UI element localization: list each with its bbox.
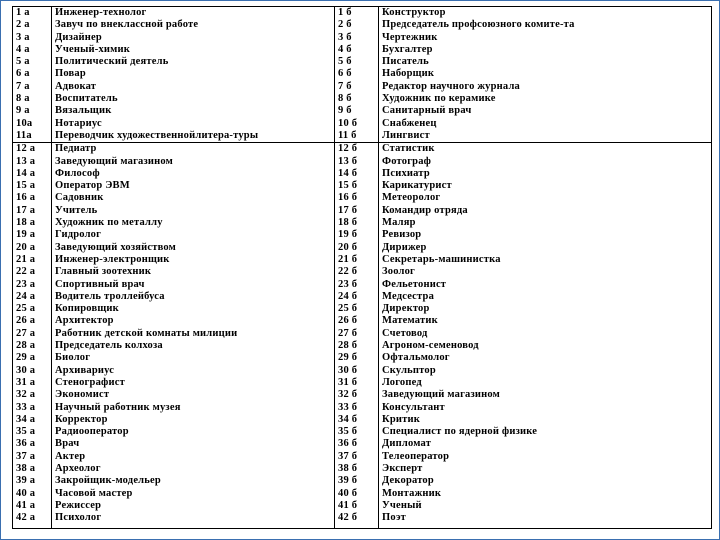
profession-name: Заведующий магазином	[382, 389, 501, 401]
profession-name: Конструктор	[382, 7, 446, 18]
item-code: 41 б	[338, 499, 358, 511]
profession-name: Биолог	[55, 352, 91, 364]
profession-name: Учитель	[55, 204, 98, 216]
item-code: 12 б	[338, 143, 358, 155]
item-code: 15 а	[16, 180, 36, 192]
item-code: 32 б	[338, 389, 358, 401]
item-code: 7 б	[338, 80, 352, 92]
right-code-cell	[335, 143, 379, 529]
item-code: 39 а	[16, 475, 36, 487]
profession-name: Водитель троллейбуса	[55, 290, 165, 302]
profession-name: Экономист	[55, 389, 110, 401]
item-code: 25 б	[338, 303, 358, 315]
profession-name: Директор	[382, 303, 430, 315]
profession-name: Переводчик художественнойлитера-туры	[55, 129, 259, 141]
profession-name: Командир отряда	[382, 204, 468, 216]
profession-name: Поэт	[382, 512, 407, 524]
profession-name: Математик	[382, 315, 438, 327]
item-code: 36 б	[338, 438, 358, 450]
profession-name: Редактор научного журнала	[382, 80, 520, 92]
item-code: 11а	[16, 129, 32, 141]
profession-name: Повар	[55, 68, 86, 80]
profession-name: Нотариус	[55, 117, 102, 129]
profession-name: Метеоролог	[382, 192, 441, 204]
profession-name: Лингвист	[382, 129, 430, 141]
item-code: 27 а	[16, 327, 36, 339]
profession-name: Садовник	[55, 192, 104, 204]
item-code: 20 б	[338, 241, 358, 253]
item-code: 31 б	[338, 376, 358, 388]
profession-name: Главный зоотехник	[55, 266, 152, 278]
profession-name: Работник детской комнаты милиции	[55, 327, 238, 339]
profession-name: Председатель профсоюзного комите-та	[382, 19, 575, 31]
profession-name: Эксперт	[382, 462, 423, 474]
item-code: 21 а	[16, 253, 36, 265]
profession-name: Санитарный врач	[382, 105, 472, 117]
left-code-cell	[13, 7, 52, 143]
item-code: 1 а	[16, 7, 30, 18]
profession-name: Бухгалтер	[382, 43, 433, 55]
item-code: 19 а	[16, 229, 36, 241]
profession-name: Закройщик-модельер	[55, 475, 161, 487]
right-profession-cell	[379, 143, 712, 529]
item-code: 3 а	[16, 31, 30, 43]
profession-name: Дипломат	[382, 438, 432, 450]
item-code: 22 а	[16, 266, 36, 278]
item-code: 37 б	[338, 450, 358, 462]
item-code: 10а	[16, 117, 33, 129]
profession-name: Монтажник	[382, 487, 442, 499]
profession-name: Ученый-химик	[55, 43, 131, 55]
profession-name: Научный работник музея	[55, 401, 181, 413]
item-code: 4 б	[338, 43, 352, 55]
profession-name: Оператор ЭВМ	[55, 180, 130, 192]
item-code: 35 б	[338, 426, 358, 438]
item-code: 29 а	[16, 352, 36, 364]
item-code: 29 б	[338, 352, 358, 364]
item-code: 28 б	[338, 340, 358, 352]
profession-name: Снабженец	[382, 117, 437, 129]
item-code: 38 б	[338, 462, 358, 474]
item-code: 33 а	[16, 401, 36, 413]
item-code: 40 б	[338, 487, 358, 499]
profession-name: Дирижер	[382, 241, 427, 253]
item-code: 41 а	[16, 499, 36, 511]
item-code: 17 а	[16, 204, 36, 216]
item-code: 9 а	[16, 105, 30, 117]
item-code: 10 б	[338, 117, 358, 129]
profession-name: Счетовод	[382, 327, 428, 339]
item-code: 8 а	[16, 93, 30, 105]
item-code: 39 б	[338, 475, 358, 487]
profession-name: Чертежник	[382, 31, 438, 43]
item-code: 25 а	[16, 303, 36, 315]
profession-name: Адвокат	[55, 80, 97, 92]
profession-name: Дизайнер	[55, 31, 102, 43]
right-profession-cell	[379, 7, 712, 143]
profession-name: Инженер-электронщик	[55, 253, 170, 265]
profession-name: Писатель	[382, 56, 429, 68]
profession-name: Статистик	[382, 143, 435, 155]
item-code: 42 б	[338, 512, 358, 524]
profession-name: Ревизор	[382, 229, 422, 241]
item-code: 4 а	[16, 43, 30, 55]
item-code: 26 а	[16, 315, 36, 327]
profession-name: Офтальмолог	[382, 352, 450, 364]
item-code: 6 б	[338, 68, 352, 80]
item-code: 3 б	[338, 31, 352, 43]
profession-name: Вязальщик	[55, 105, 112, 117]
left-profession-cell	[52, 143, 335, 529]
profession-name: Архивариус	[55, 364, 115, 376]
profession-name: Логопед	[382, 376, 422, 388]
item-code: 21 б	[338, 253, 358, 265]
profession-name: Агроном-семеновод	[382, 340, 479, 352]
item-code: 19 б	[338, 229, 358, 241]
profession-name: Завуч по внеклассной работе	[55, 19, 199, 31]
table-row	[13, 143, 712, 529]
item-code: 30 б	[338, 364, 358, 376]
item-code: 8 б	[338, 93, 352, 105]
profession-name: Архитектор	[55, 315, 114, 327]
item-code: 24 б	[338, 290, 358, 302]
item-code: 23 а	[16, 278, 36, 290]
item-code: 13 б	[338, 155, 358, 167]
item-code: 17 б	[338, 204, 358, 216]
left-code-cell	[13, 143, 52, 529]
profession-name: Врач	[55, 438, 80, 450]
item-code: 34 б	[338, 413, 358, 425]
profession-name: Секретарь-машинистка	[382, 253, 501, 265]
profession-name: Наборщик	[382, 68, 435, 80]
item-code: 2 а	[16, 19, 30, 31]
profession-name: Художник по металлу	[55, 217, 163, 229]
item-code: 18 б	[338, 217, 358, 229]
profession-name: Декоратор	[382, 475, 434, 487]
profession-name: Заведующий хозяйством	[55, 241, 177, 253]
profession-name: Скульптор	[382, 364, 436, 376]
item-code: 14 а	[16, 167, 36, 179]
profession-name: Консультант	[382, 401, 445, 413]
profession-name: Маляр	[382, 217, 416, 229]
profession-name: Гидролог	[55, 229, 102, 241]
profession-name: Политический деятель	[55, 56, 169, 68]
profession-name: Медсестра	[382, 290, 435, 302]
item-code: 38 а	[16, 462, 36, 474]
item-code: 27 б	[338, 327, 358, 339]
item-code: 30 а	[16, 364, 36, 376]
item-code: 1 б	[338, 7, 352, 18]
profession-name: Режиссер	[55, 499, 102, 511]
profession-name: Зоолог	[382, 266, 416, 278]
profession-name: Заведующий магазином	[55, 155, 174, 167]
item-code: 5 а	[16, 56, 30, 68]
item-code: 34 а	[16, 413, 36, 425]
profession-name: Художник по керамике	[382, 93, 496, 105]
item-code: 22 б	[338, 266, 358, 278]
profession-name: Специалист по ядерной физике	[382, 426, 538, 438]
profession-name: Ученый	[382, 499, 422, 511]
item-code: 16 а	[16, 192, 36, 204]
profession-name: Психиатр	[382, 167, 430, 179]
item-code: 6 а	[16, 68, 30, 80]
professions-table	[12, 6, 712, 529]
profession-name: Воспитатель	[55, 93, 118, 105]
profession-name: Председатель колхоза	[55, 340, 163, 352]
profession-name: Карикатурист	[382, 180, 452, 192]
item-code: 20 а	[16, 241, 36, 253]
profession-name: Копировщик	[55, 303, 119, 315]
item-code: 32 а	[16, 389, 36, 401]
item-code: 9 б	[338, 105, 352, 117]
item-code: 15 б	[338, 180, 358, 192]
item-code: 24 а	[16, 290, 36, 302]
profession-name: Философ	[55, 167, 100, 179]
profession-name: Стенографист	[55, 376, 125, 388]
profession-name: Спортивный врач	[55, 278, 145, 290]
item-code: 11 б	[338, 129, 357, 141]
item-code: 40 а	[16, 487, 36, 499]
item-code: 14 б	[338, 167, 358, 179]
profession-name: Корректор	[55, 413, 108, 425]
item-code: 13 а	[16, 155, 36, 167]
item-code: 7 а	[16, 80, 30, 92]
item-code: 12 а	[16, 143, 36, 155]
item-code: 33 б	[338, 401, 358, 413]
item-code: 23 б	[338, 278, 358, 290]
profession-name: Археолог	[55, 462, 101, 474]
item-code: 5 б	[338, 56, 352, 68]
profession-name: Радиооператор	[55, 426, 129, 438]
item-code: 37 а	[16, 450, 36, 462]
profession-name: Часовой мастер	[55, 487, 133, 499]
profession-name: Фотограф	[382, 155, 432, 167]
profession-name: Критик	[382, 413, 420, 425]
profession-name: Фельетонист	[382, 278, 447, 290]
left-profession-cell	[52, 7, 335, 143]
item-code: 31 а	[16, 376, 36, 388]
table-row	[13, 7, 712, 143]
profession-name: Инженер-технолог	[55, 7, 147, 18]
item-code: 36 а	[16, 438, 36, 450]
profession-name: Психолог	[55, 512, 102, 524]
item-code: 42 а	[16, 512, 36, 524]
item-code: 16 б	[338, 192, 358, 204]
profession-name: Актер	[55, 450, 86, 462]
item-code: 28 а	[16, 340, 36, 352]
item-code: 26 б	[338, 315, 358, 327]
profession-name: Телеоператор	[382, 450, 450, 462]
right-code-cell	[335, 7, 379, 143]
item-code: 18 а	[16, 217, 36, 229]
profession-name: Педиатр	[55, 143, 97, 155]
item-code: 2 б	[338, 19, 352, 31]
item-code: 35 а	[16, 426, 36, 438]
